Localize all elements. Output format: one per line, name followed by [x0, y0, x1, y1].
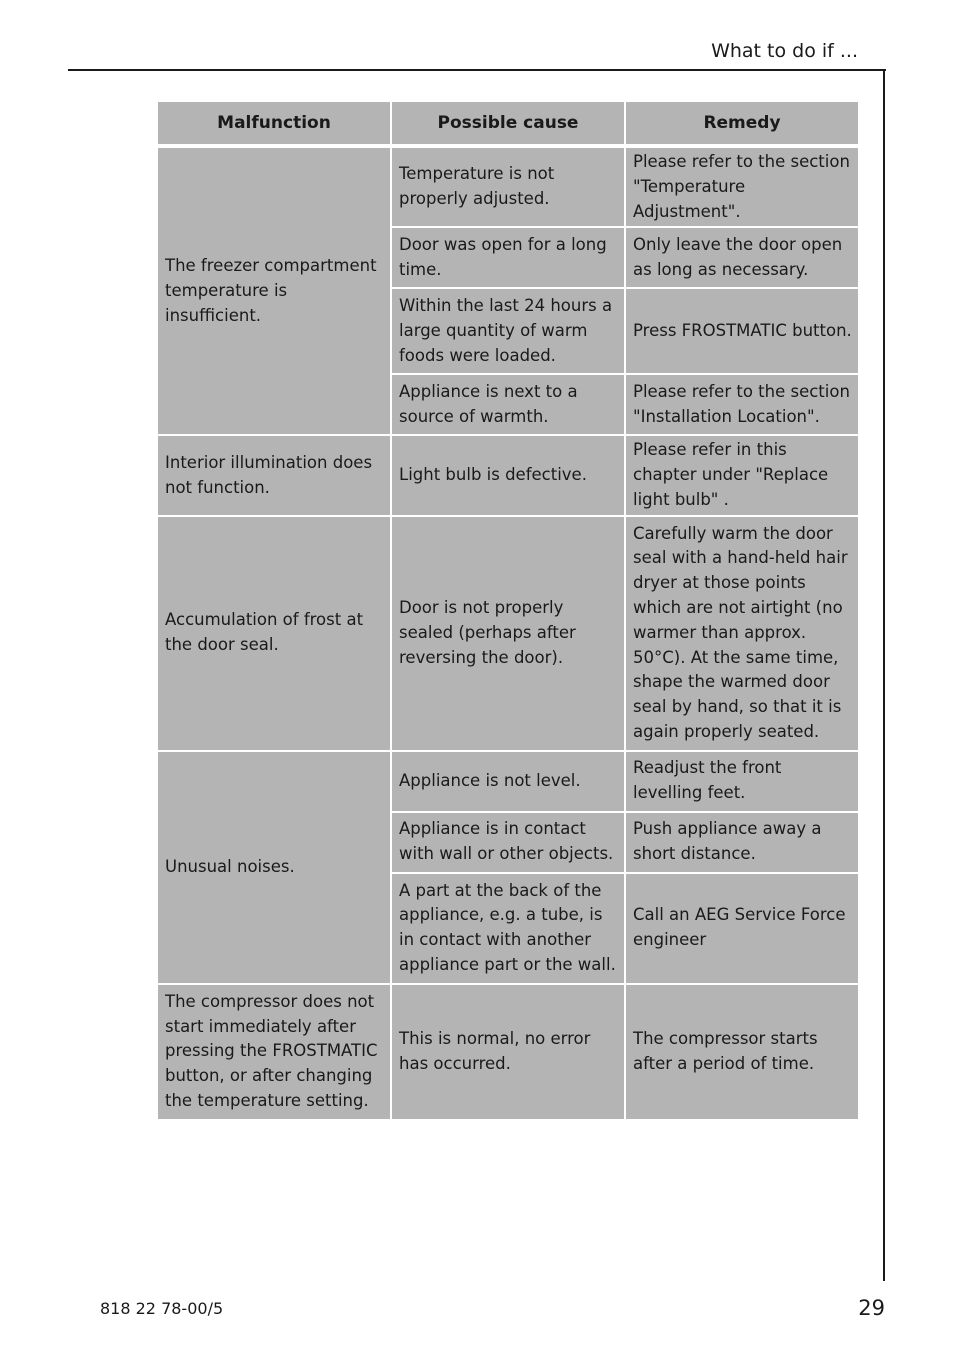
malfunction-cell: Interior illumination does not function. — [158, 436, 390, 514]
remedy-cell: Push appliance away a short distance. — [626, 813, 858, 872]
remedy-cell: Please refer to the section "Installation Location". — [626, 375, 858, 434]
cause-cell: Temperature is not properly adjusted. — [392, 148, 624, 226]
remedy-cell: Press FROSTMATIC button. — [626, 289, 858, 373]
cause-cell: Appliance is next to a source of warmth. — [392, 375, 624, 434]
cause-cell: Appliance is not level. — [392, 752, 624, 811]
column-header-remedy: Remedy — [626, 102, 858, 144]
cause-cell: Within the last 24 hours a large quantity of warm foods were loaded. — [392, 289, 624, 373]
table-header-row — [158, 102, 858, 144]
cause-cell: Light bulb is defective. — [392, 436, 624, 514]
remedy-cell: Only leave the door open as long as necessary. — [626, 228, 858, 287]
margin-rule — [883, 69, 885, 1281]
page-number: 29 — [858, 1296, 885, 1320]
page-header-title: What to do if ... — [711, 40, 858, 62]
column-header-possible-cause: Possible cause — [392, 102, 624, 144]
table-row — [158, 517, 858, 750]
remedy-cell: The compressor starts after a period of time. — [626, 985, 858, 1119]
cause-cell: This is normal, no error has occurred. — [392, 985, 624, 1119]
column-header-malfunction: Malfunction — [158, 102, 390, 144]
table-row — [158, 985, 858, 1119]
header-rule — [68, 69, 886, 71]
malfunction-cell: Unusual noises. — [158, 752, 390, 983]
malfunction-cell: The freezer compartment temperature is insufficient. — [158, 148, 390, 434]
document-code: 818 22 78-00/5 — [100, 1299, 224, 1318]
malfunction-cell: The compressor does not start immediately after pressing the FROSTMATIC button, or after changing the temperature setting. — [158, 985, 390, 1119]
cause-cell: Door was open for a long time. — [392, 228, 624, 287]
malfunction-cell: Accumulation of frost at the door seal. — [158, 517, 390, 750]
remedy-cell: Please refer to the section "Temperature Adjustment". — [626, 148, 858, 226]
table-row — [158, 436, 858, 514]
remedy-cell: Carefully warm the door seal with a hand-held hair dryer at those points which are not airtight (no warmer than approx. 50°C). At the same time, shape the warmed door seal by hand, so that it is again properly seated. — [626, 517, 858, 750]
cause-cell: Door is not properly sealed (perhaps after reversing the door). — [392, 517, 624, 750]
cause-cell: Appliance is in contact with wall or other objects. — [392, 813, 624, 872]
remedy-cell: Call an AEG Service Force engineer — [626, 874, 858, 983]
remedy-cell: Readjust the front levelling feet. — [626, 752, 858, 811]
table-row — [158, 752, 858, 811]
remedy-cell: Please refer in this chapter under "Replace light bulb" . — [626, 436, 858, 514]
cause-cell: A part at the back of the appliance, e.g. a tube, is in contact with another appliance part or the wall. — [392, 874, 624, 983]
table-row — [158, 148, 858, 226]
troubleshooting-table — [156, 100, 860, 1121]
